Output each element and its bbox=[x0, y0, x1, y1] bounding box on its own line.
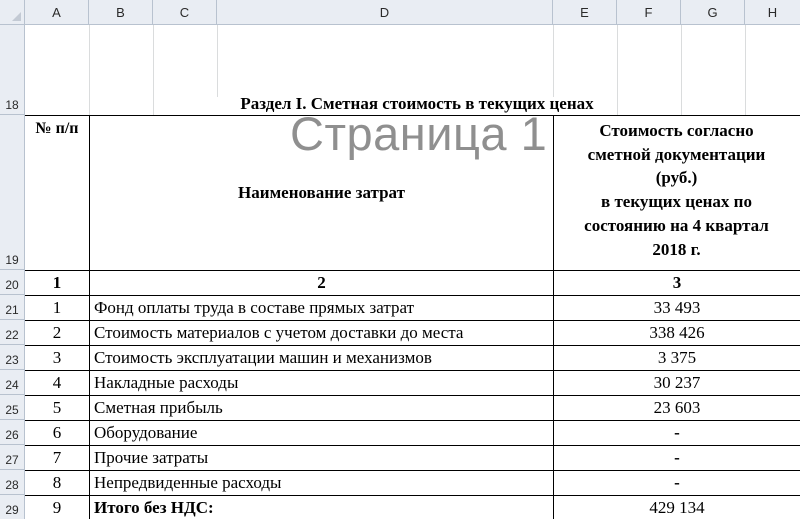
column-header-b[interactable]: B bbox=[89, 0, 153, 25]
row-header-26[interactable]: 26 bbox=[0, 420, 25, 445]
row-header-29[interactable]: 29 bbox=[0, 495, 25, 519]
row-header-18[interactable]: 18 bbox=[0, 25, 25, 115]
gridline bbox=[553, 25, 554, 97]
section-title: Раздел I. Сметная стоимость в текущих ценах bbox=[240, 94, 594, 113]
row-num[interactable]: 8 bbox=[52, 473, 62, 492]
row-name[interactable]: Оборудование bbox=[94, 423, 198, 442]
gridline bbox=[217, 25, 218, 97]
row-header-28[interactable]: 28 bbox=[0, 470, 25, 495]
row-value[interactable]: 30 237 bbox=[653, 373, 701, 392]
column-header-f[interactable]: F bbox=[617, 0, 681, 25]
row-value[interactable]: 33 493 bbox=[653, 298, 701, 317]
header-name[interactable]: Наименование затрат bbox=[238, 183, 405, 202]
total-label[interactable]: Итого без НДС: bbox=[94, 497, 214, 517]
row-value[interactable]: - bbox=[674, 423, 680, 442]
header-num[interactable]: № п/п bbox=[35, 120, 79, 137]
page-watermark: Страница 1 bbox=[290, 107, 548, 160]
header-cost[interactable] bbox=[553, 119, 800, 261]
row-header-19[interactable]: 19 bbox=[0, 115, 25, 270]
row-name[interactable]: Стоимость материалов с учетом доставки до места bbox=[94, 323, 464, 342]
row-num[interactable]: 9 bbox=[52, 497, 62, 517]
column-header-e[interactable]: E bbox=[553, 0, 617, 25]
row-value[interactable]: 3 375 bbox=[657, 348, 697, 367]
column-header-c[interactable]: C bbox=[153, 0, 217, 25]
header-cost-line: в текущих ценах по bbox=[601, 192, 752, 212]
column-header-d[interactable]: D bbox=[217, 0, 553, 25]
header-cost-line: Стоимость согласно bbox=[599, 121, 754, 140]
header-cost-line: 2018 г. bbox=[652, 239, 701, 259]
header-cost-line: (руб.) bbox=[655, 168, 698, 188]
row-num[interactable]: 2 bbox=[52, 323, 62, 342]
column-header-a[interactable]: A bbox=[25, 0, 89, 25]
header-cost-line: состоянию на 4 квартал bbox=[584, 215, 769, 235]
index-num[interactable]: 1 bbox=[52, 273, 62, 292]
row-num[interactable]: 5 bbox=[52, 398, 62, 417]
row-value[interactable]: 23 603 bbox=[653, 398, 701, 417]
row-name[interactable]: Стоимость эксплуатации машин и механизмов bbox=[94, 348, 432, 367]
total-value[interactable]: 429 134 bbox=[649, 497, 705, 517]
row-name[interactable]: Прочие затраты bbox=[94, 448, 209, 467]
select-all-triangle-icon bbox=[12, 12, 21, 21]
row-num[interactable]: 6 bbox=[52, 423, 62, 442]
row-value[interactable]: - bbox=[674, 473, 680, 492]
row-value[interactable]: 338 426 bbox=[649, 323, 705, 342]
column-header-g[interactable]: G bbox=[681, 0, 745, 25]
select-all-corner[interactable] bbox=[0, 0, 25, 25]
row-header-25[interactable]: 25 bbox=[0, 395, 25, 420]
row-header-20[interactable]: 20 bbox=[0, 270, 25, 295]
row-header-21[interactable]: 21 bbox=[0, 295, 25, 320]
column-header-h[interactable]: H bbox=[767, 5, 778, 20]
row-num[interactable]: 4 bbox=[52, 373, 62, 392]
row-num[interactable]: 1 bbox=[52, 298, 62, 317]
index-name[interactable]: 2 bbox=[317, 273, 326, 292]
row-name[interactable]: Фонд оплаты труда в составе прямых затрат bbox=[94, 298, 415, 317]
row-header-24[interactable]: 24 bbox=[0, 370, 25, 395]
gridline bbox=[745, 25, 746, 115]
row-num[interactable]: 7 bbox=[52, 448, 62, 467]
row-name[interactable]: Непредвиденные расходы bbox=[94, 473, 282, 492]
index-value[interactable]: 3 bbox=[672, 273, 682, 292]
row-header-22[interactable]: 22 bbox=[0, 320, 25, 345]
row-header-27[interactable]: 27 bbox=[0, 445, 25, 470]
header-cost-line: сметной документации bbox=[587, 144, 766, 164]
row-name[interactable]: Сметная прибыль bbox=[94, 398, 223, 417]
row-header-23[interactable]: 23 bbox=[0, 345, 25, 370]
row-value[interactable]: - bbox=[674, 448, 680, 467]
row-name[interactable]: Накладные расходы bbox=[94, 373, 239, 392]
row-num[interactable]: 3 bbox=[52, 348, 62, 367]
